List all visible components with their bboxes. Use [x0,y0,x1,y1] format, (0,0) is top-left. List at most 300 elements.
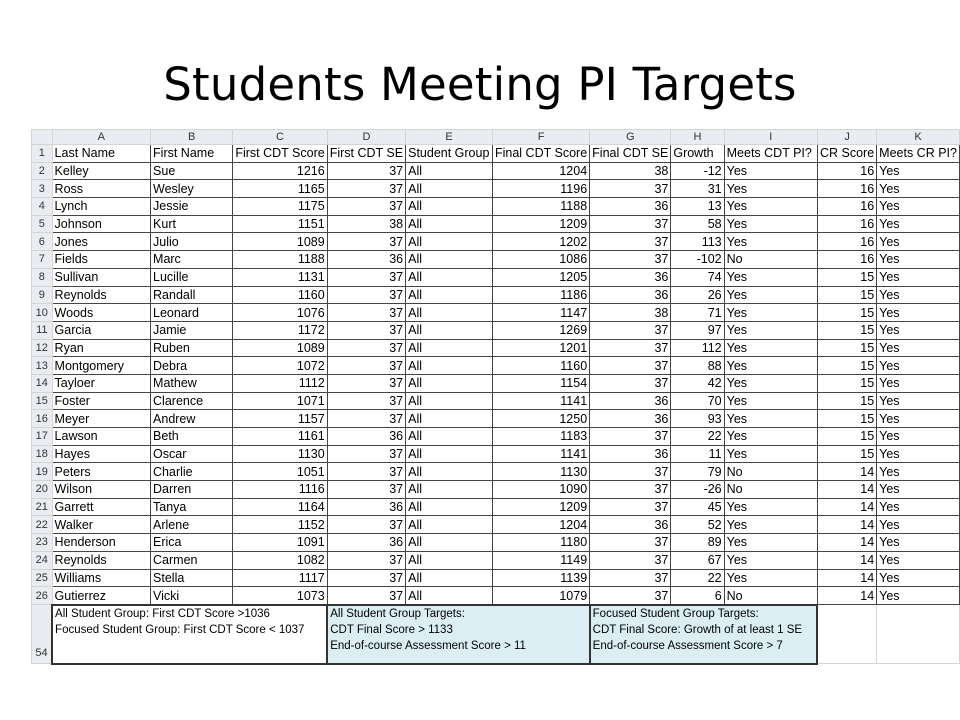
cr-score-cell[interactable]: 16 [817,215,876,233]
first-cdt-se-cell[interactable]: 37 [327,180,405,198]
cr-score-cell[interactable]: 15 [817,428,876,446]
first-cdt-score-cell[interactable]: 1164 [233,498,327,516]
first-cdt-score-cell[interactable]: 1112 [233,374,327,392]
first-name-cell[interactable]: Kurt [151,215,233,233]
first-cdt-se-cell[interactable]: 37 [327,374,405,392]
first-name-cell[interactable]: Carmen [151,551,233,569]
first-name-cell[interactable]: Leonard [151,304,233,322]
last-name-cell[interactable]: Ross [52,180,150,198]
first-name-cell[interactable]: Darren [151,481,233,499]
first-cdt-score-cell[interactable]: 1072 [233,357,327,375]
final-cdt-se-cell[interactable]: 38 [590,304,671,322]
row-number[interactable]: 24 [32,551,53,569]
last-name-cell[interactable]: Fields [52,251,150,269]
first-cdt-score-cell[interactable]: 1172 [233,321,327,339]
student-group-cell[interactable]: All [406,339,493,357]
final-cdt-score-cell[interactable]: 1139 [492,569,589,587]
meets-cdt-pi-cell[interactable]: No [724,587,817,605]
growth-cell[interactable]: 26 [671,286,724,304]
first-name-cell[interactable]: Andrew [151,410,233,428]
last-name-cell[interactable]: Reynolds [52,286,150,304]
first-cdt-se-cell[interactable]: 37 [327,516,405,534]
column-header-h[interactable]: H [671,130,724,145]
first-cdt-se-cell[interactable]: 36 [327,428,405,446]
column-header-k[interactable]: K [877,130,960,145]
last-name-cell[interactable]: Lawson [52,428,150,446]
student-group-cell[interactable]: All [406,587,493,605]
meets-cdt-pi-cell[interactable]: Yes [724,551,817,569]
first-name-cell[interactable]: Marc [151,251,233,269]
growth-cell[interactable]: 70 [671,392,724,410]
final-cdt-se-cell[interactable]: 37 [590,321,671,339]
final-cdt-se-cell[interactable]: 36 [590,445,671,463]
final-cdt-se-cell[interactable]: 37 [590,233,671,251]
growth-cell[interactable]: 22 [671,428,724,446]
first-cdt-score-cell[interactable]: 1151 [233,215,327,233]
cr-score-cell[interactable]: 15 [817,445,876,463]
last-name-cell[interactable]: Montgomery [52,357,150,375]
cr-score-cell[interactable]: 15 [817,410,876,428]
last-name-cell[interactable]: Johnson [52,215,150,233]
column-header-b[interactable]: B [151,130,233,145]
final-cdt-score-cell[interactable]: 1183 [492,428,589,446]
row-number[interactable]: 8 [32,268,53,286]
final-cdt-score-cell[interactable]: 1204 [492,162,589,180]
cr-score-cell[interactable]: 16 [817,162,876,180]
student-group-cell[interactable]: All [406,392,493,410]
final-cdt-se-cell[interactable]: 36 [590,392,671,410]
focused-student-group-targets[interactable] [590,605,818,664]
final-cdt-se-cell[interactable]: 37 [590,463,671,481]
last-name-cell[interactable]: Jones [52,233,150,251]
growth-cell[interactable]: 22 [671,569,724,587]
final-cdt-se-cell[interactable]: 37 [590,481,671,499]
student-group-definitions[interactable] [52,605,327,664]
row-number[interactable]: 19 [32,463,53,481]
first-name-cell[interactable]: Charlie [151,463,233,481]
first-cdt-score-cell[interactable]: 1089 [233,339,327,357]
first-cdt-se-cell[interactable]: 37 [327,569,405,587]
first-name-cell[interactable]: Ruben [151,339,233,357]
row-number[interactable]: 54 [32,605,53,664]
final-cdt-score-cell[interactable]: 1086 [492,251,589,269]
first-cdt-score-cell[interactable]: 1160 [233,286,327,304]
final-cdt-se-cell[interactable]: 36 [590,410,671,428]
row-number[interactable]: 25 [32,569,53,587]
cr-score-cell[interactable]: 16 [817,233,876,251]
header-last-name[interactable]: Last Name [52,145,150,163]
first-cdt-se-cell[interactable]: 37 [327,339,405,357]
first-cdt-score-cell[interactable]: 1175 [233,198,327,216]
first-name-cell[interactable]: Debra [151,357,233,375]
growth-cell[interactable]: 97 [671,321,724,339]
empty-cell[interactable] [877,605,960,664]
final-cdt-score-cell[interactable]: 1188 [492,198,589,216]
final-cdt-se-cell[interactable]: 37 [590,339,671,357]
cr-score-cell[interactable]: 14 [817,587,876,605]
meets-cdt-pi-cell[interactable]: Yes [724,498,817,516]
meets-cr-pi-cell[interactable]: Yes [877,463,960,481]
meets-cdt-pi-cell[interactable]: Yes [724,233,817,251]
growth-cell[interactable]: 113 [671,233,724,251]
row-number[interactable]: 16 [32,410,53,428]
cr-score-cell[interactable]: 16 [817,198,876,216]
growth-cell[interactable]: 79 [671,463,724,481]
row-number[interactable]: 23 [32,534,53,552]
growth-cell[interactable]: 13 [671,198,724,216]
cr-score-cell[interactable]: 16 [817,180,876,198]
meets-cr-pi-cell[interactable]: Yes [877,321,960,339]
last-name-cell[interactable]: Tayloer [52,374,150,392]
growth-cell[interactable]: -12 [671,162,724,180]
growth-cell[interactable]: -26 [671,481,724,499]
meets-cr-pi-cell[interactable]: Yes [877,410,960,428]
first-cdt-se-cell[interactable]: 37 [327,551,405,569]
first-cdt-se-cell[interactable]: 37 [327,410,405,428]
cr-score-cell[interactable]: 15 [817,392,876,410]
row-number[interactable]: 26 [32,587,53,605]
row-number[interactable]: 15 [32,392,53,410]
final-cdt-score-cell[interactable]: 1141 [492,392,589,410]
meets-cdt-pi-cell[interactable]: Yes [724,569,817,587]
final-cdt-se-cell[interactable]: 38 [590,162,671,180]
cr-score-cell[interactable]: 14 [817,498,876,516]
student-group-cell[interactable]: All [406,321,493,339]
last-name-cell[interactable]: Wilson [52,481,150,499]
student-group-cell[interactable]: All [406,463,493,481]
first-cdt-score-cell[interactable]: 1073 [233,587,327,605]
student-group-cell[interactable]: All [406,162,493,180]
first-cdt-score-cell[interactable]: 1117 [233,569,327,587]
first-cdt-se-cell[interactable]: 37 [327,587,405,605]
cr-score-cell[interactable]: 14 [817,569,876,587]
first-name-cell[interactable]: Sue [151,162,233,180]
final-cdt-se-cell[interactable]: 36 [590,286,671,304]
header-final-cdt-se[interactable]: Final CDT SE [590,145,671,163]
last-name-cell[interactable]: Garcia [52,321,150,339]
first-cdt-score-cell[interactable]: 1116 [233,481,327,499]
column-header-c[interactable]: C [233,130,327,145]
growth-cell[interactable]: 11 [671,445,724,463]
row-number[interactable]: 14 [32,374,53,392]
meets-cr-pi-cell[interactable]: Yes [877,569,960,587]
header-meets-cr-pi[interactable]: Meets CR PI? [877,145,960,163]
final-cdt-se-cell[interactable]: 37 [590,357,671,375]
meets-cr-pi-cell[interactable]: Yes [877,215,960,233]
first-cdt-se-cell[interactable]: 38 [327,215,405,233]
final-cdt-se-cell[interactable]: 37 [590,215,671,233]
first-name-cell[interactable]: Tanya [151,498,233,516]
first-name-cell[interactable]: Clarence [151,392,233,410]
cr-score-cell[interactable]: 16 [817,251,876,269]
meets-cr-pi-cell[interactable]: Yes [877,162,960,180]
growth-cell[interactable]: 67 [671,551,724,569]
first-name-cell[interactable]: Vicki [151,587,233,605]
student-group-cell[interactable]: All [406,304,493,322]
column-header-d[interactable]: D [327,130,405,145]
header-student-group[interactable]: Student Group [406,145,493,163]
last-name-cell[interactable]: Reynolds [52,551,150,569]
last-name-cell[interactable]: Ryan [52,339,150,357]
final-cdt-se-cell[interactable]: 37 [590,569,671,587]
first-name-cell[interactable]: Jessie [151,198,233,216]
meets-cr-pi-cell[interactable]: Yes [877,198,960,216]
header-first-cdt-score[interactable]: First CDT Score [233,145,327,163]
final-cdt-score-cell[interactable]: 1180 [492,534,589,552]
final-cdt-score-cell[interactable]: 1149 [492,551,589,569]
last-name-cell[interactable]: Walker [52,516,150,534]
first-cdt-score-cell[interactable]: 1131 [233,268,327,286]
header-growth[interactable]: Growth [671,145,724,163]
row-number[interactable]: 11 [32,321,53,339]
final-cdt-se-cell[interactable]: 37 [590,428,671,446]
final-cdt-se-cell[interactable]: 37 [590,498,671,516]
first-cdt-score-cell[interactable]: 1091 [233,534,327,552]
last-name-cell[interactable]: Hayes [52,445,150,463]
final-cdt-se-cell[interactable]: 37 [590,251,671,269]
first-cdt-score-cell[interactable]: 1089 [233,233,327,251]
final-cdt-score-cell[interactable]: 1154 [492,374,589,392]
first-name-cell[interactable]: Stella [151,569,233,587]
growth-cell[interactable]: 93 [671,410,724,428]
final-cdt-score-cell[interactable]: 1209 [492,498,589,516]
first-cdt-se-cell[interactable]: 37 [327,463,405,481]
growth-cell[interactable]: 42 [671,374,724,392]
student-group-cell[interactable]: All [406,268,493,286]
row-number[interactable]: 2 [32,162,53,180]
first-name-cell[interactable]: Randall [151,286,233,304]
meets-cr-pi-cell[interactable]: Yes [877,233,960,251]
first-name-cell[interactable]: Oscar [151,445,233,463]
meets-cr-pi-cell[interactable]: Yes [877,534,960,552]
meets-cdt-pi-cell[interactable]: Yes [724,392,817,410]
last-name-cell[interactable]: Meyer [52,410,150,428]
student-group-cell[interactable]: All [406,498,493,516]
first-cdt-se-cell[interactable]: 37 [327,162,405,180]
last-name-cell[interactable]: Sullivan [52,268,150,286]
meets-cdt-pi-cell[interactable]: Yes [724,374,817,392]
first-cdt-se-cell[interactable]: 37 [327,304,405,322]
meets-cdt-pi-cell[interactable]: Yes [724,321,817,339]
cr-score-cell[interactable]: 15 [817,339,876,357]
first-name-cell[interactable]: Julio [151,233,233,251]
meets-cdt-pi-cell[interactable]: Yes [724,339,817,357]
student-group-cell[interactable]: All [406,215,493,233]
column-header-j[interactable]: J [817,130,876,145]
first-cdt-se-cell[interactable]: 37 [327,481,405,499]
cr-score-cell[interactable]: 14 [817,534,876,552]
select-all-corner[interactable] [32,130,53,145]
row-number[interactable]: 7 [32,251,53,269]
final-cdt-se-cell[interactable]: 37 [590,374,671,392]
meets-cr-pi-cell[interactable]: Yes [877,551,960,569]
row-number[interactable]: 12 [32,339,53,357]
first-cdt-score-cell[interactable]: 1130 [233,445,327,463]
last-name-cell[interactable]: Gutierrez [52,587,150,605]
final-cdt-se-cell[interactable]: 37 [590,534,671,552]
final-cdt-se-cell[interactable]: 36 [590,268,671,286]
first-cdt-se-cell[interactable]: 36 [327,498,405,516]
cr-score-cell[interactable]: 14 [817,516,876,534]
final-cdt-score-cell[interactable]: 1201 [492,339,589,357]
first-name-cell[interactable]: Beth [151,428,233,446]
student-group-cell[interactable]: All [406,516,493,534]
growth-cell[interactable]: 112 [671,339,724,357]
header-final-cdt-score[interactable]: Final CDT Score [492,145,589,163]
student-group-cell[interactable]: All [406,374,493,392]
first-cdt-se-cell[interactable]: 37 [327,286,405,304]
student-group-cell[interactable]: All [406,534,493,552]
first-cdt-score-cell[interactable]: 1051 [233,463,327,481]
header-meets-cdt-pi[interactable]: Meets CDT PI? [724,145,817,163]
meets-cr-pi-cell[interactable]: Yes [877,180,960,198]
meets-cdt-pi-cell[interactable]: Yes [724,268,817,286]
cr-score-cell[interactable]: 15 [817,268,876,286]
student-group-cell[interactable]: All [406,233,493,251]
first-cdt-se-cell[interactable]: 36 [327,534,405,552]
final-cdt-se-cell[interactable]: 36 [590,516,671,534]
meets-cdt-pi-cell[interactable]: Yes [724,180,817,198]
student-group-cell[interactable]: All [406,481,493,499]
growth-cell[interactable]: -102 [671,251,724,269]
meets-cdt-pi-cell[interactable]: Yes [724,428,817,446]
student-group-cell[interactable]: All [406,286,493,304]
first-cdt-score-cell[interactable]: 1161 [233,428,327,446]
student-group-cell[interactable]: All [406,357,493,375]
meets-cdt-pi-cell[interactable]: Yes [724,304,817,322]
student-group-cell[interactable]: All [406,251,493,269]
final-cdt-score-cell[interactable]: 1269 [492,321,589,339]
final-cdt-score-cell[interactable]: 1079 [492,587,589,605]
final-cdt-score-cell[interactable]: 1204 [492,516,589,534]
last-name-cell[interactable]: Williams [52,569,150,587]
first-cdt-se-cell[interactable]: 37 [327,357,405,375]
row-number[interactable]: 22 [32,516,53,534]
meets-cdt-pi-cell[interactable]: No [724,481,817,499]
first-cdt-score-cell[interactable]: 1071 [233,392,327,410]
final-cdt-score-cell[interactable]: 1186 [492,286,589,304]
row-number[interactable]: 18 [32,445,53,463]
column-header-a[interactable]: A [52,130,150,145]
first-cdt-score-cell[interactable]: 1076 [233,304,327,322]
first-cdt-se-cell[interactable]: 37 [327,321,405,339]
final-cdt-se-cell[interactable]: 37 [590,551,671,569]
column-header-i[interactable]: I [724,130,817,145]
first-cdt-score-cell[interactable]: 1157 [233,410,327,428]
growth-cell[interactable]: 88 [671,357,724,375]
meets-cdt-pi-cell[interactable]: No [724,463,817,481]
first-cdt-score-cell[interactable]: 1152 [233,516,327,534]
cr-score-cell[interactable]: 15 [817,286,876,304]
header-first-name[interactable]: First Name [151,145,233,163]
meets-cr-pi-cell[interactable]: Yes [877,268,960,286]
column-header-f[interactable]: F [492,130,589,145]
final-cdt-se-cell[interactable]: 37 [590,180,671,198]
meets-cdt-pi-cell[interactable]: Yes [724,410,817,428]
header-cr-score[interactable]: CR Score [817,145,876,163]
student-group-cell[interactable]: All [406,428,493,446]
row-number[interactable]: 20 [32,481,53,499]
student-group-cell[interactable]: All [406,569,493,587]
first-cdt-se-cell[interactable]: 36 [327,251,405,269]
growth-cell[interactable]: 45 [671,498,724,516]
row-number[interactable]: 17 [32,428,53,446]
cr-score-cell[interactable]: 14 [817,551,876,569]
student-group-cell[interactable]: All [406,180,493,198]
final-cdt-score-cell[interactable]: 1205 [492,268,589,286]
first-name-cell[interactable]: Lucille [151,268,233,286]
meets-cdt-pi-cell[interactable]: Yes [724,162,817,180]
last-name-cell[interactable]: Woods [52,304,150,322]
meets-cdt-pi-cell[interactable]: Yes [724,215,817,233]
meets-cdt-pi-cell[interactable]: Yes [724,534,817,552]
all-student-group-targets[interactable] [327,605,589,664]
student-group-cell[interactable]: All [406,445,493,463]
meets-cr-pi-cell[interactable]: Yes [877,392,960,410]
first-name-cell[interactable]: Arlene [151,516,233,534]
student-group-cell[interactable]: All [406,551,493,569]
final-cdt-score-cell[interactable]: 1209 [492,215,589,233]
first-cdt-se-cell[interactable]: 37 [327,392,405,410]
final-cdt-score-cell[interactable]: 1202 [492,233,589,251]
row-number[interactable]: 9 [32,286,53,304]
first-cdt-se-cell[interactable]: 37 [327,198,405,216]
row-number[interactable]: 4 [32,198,53,216]
meets-cdt-pi-cell[interactable]: Yes [724,516,817,534]
final-cdt-score-cell[interactable]: 1196 [492,180,589,198]
final-cdt-score-cell[interactable]: 1090 [492,481,589,499]
last-name-cell[interactable]: Foster [52,392,150,410]
meets-cdt-pi-cell[interactable]: Yes [724,445,817,463]
row-number[interactable]: 13 [32,357,53,375]
row-number[interactable]: 6 [32,233,53,251]
growth-cell[interactable]: 31 [671,180,724,198]
meets-cr-pi-cell[interactable]: Yes [877,304,960,322]
final-cdt-score-cell[interactable]: 1160 [492,357,589,375]
cr-score-cell[interactable]: 15 [817,304,876,322]
final-cdt-score-cell[interactable]: 1130 [492,463,589,481]
row-number[interactable]: 10 [32,304,53,322]
cr-score-cell[interactable]: 15 [817,321,876,339]
first-cdt-score-cell[interactable]: 1082 [233,551,327,569]
cr-score-cell[interactable]: 14 [817,463,876,481]
growth-cell[interactable]: 71 [671,304,724,322]
meets-cr-pi-cell[interactable]: Yes [877,339,960,357]
meets-cr-pi-cell[interactable]: Yes [877,481,960,499]
meets-cdt-pi-cell[interactable]: Yes [724,357,817,375]
cr-score-cell[interactable]: 15 [817,357,876,375]
meets-cdt-pi-cell[interactable]: Yes [724,198,817,216]
student-group-cell[interactable]: All [406,198,493,216]
meets-cr-pi-cell[interactable]: Yes [877,516,960,534]
last-name-cell[interactable]: Peters [52,463,150,481]
meets-cr-pi-cell[interactable]: Yes [877,498,960,516]
first-cdt-score-cell[interactable]: 1165 [233,180,327,198]
final-cdt-score-cell[interactable]: 1141 [492,445,589,463]
row-number[interactable]: 3 [32,180,53,198]
meets-cdt-pi-cell[interactable]: No [724,251,817,269]
first-cdt-se-cell[interactable]: 37 [327,268,405,286]
first-cdt-score-cell[interactable]: 1216 [233,162,327,180]
final-cdt-se-cell[interactable]: 36 [590,198,671,216]
meets-cr-pi-cell[interactable]: Yes [877,587,960,605]
first-name-cell[interactable]: Erica [151,534,233,552]
meets-cr-pi-cell[interactable]: Yes [877,357,960,375]
first-name-cell[interactable]: Mathew [151,374,233,392]
row-number[interactable]: 1 [32,145,53,163]
first-name-cell[interactable]: Wesley [151,180,233,198]
meets-cr-pi-cell[interactable]: Yes [877,286,960,304]
